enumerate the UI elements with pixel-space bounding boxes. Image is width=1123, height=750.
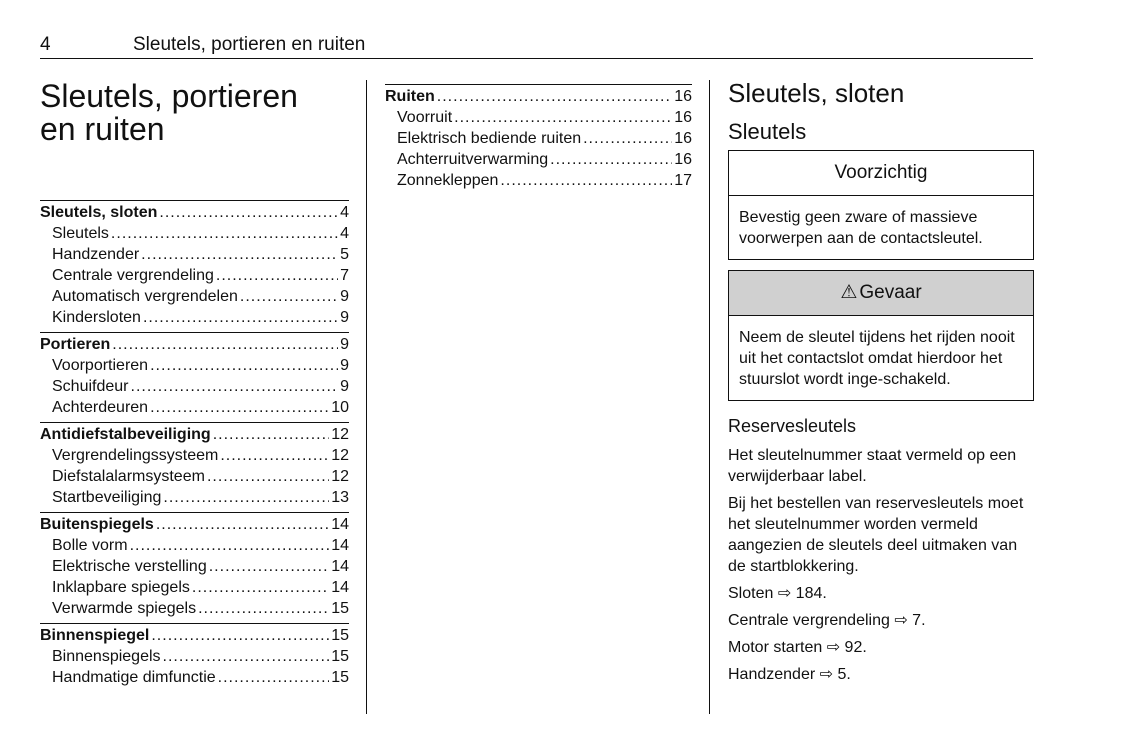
toc-subentry[interactable] [40, 577, 349, 598]
toc-leader-dots [159, 202, 338, 223]
toc-subentry[interactable] [40, 223, 349, 244]
toc-page-number: 17 [674, 172, 692, 189]
toc-entry-label: Handmatige dimfunctie [52, 669, 216, 686]
toc-page-number: 14 [331, 537, 349, 554]
toc-group [385, 84, 692, 191]
toc-page-number: 9 [340, 378, 349, 395]
toc-page-number: 16 [674, 88, 692, 105]
toc-page-number: 14 [331, 558, 349, 575]
toc-leader-dots [213, 424, 330, 445]
toc-subentry[interactable] [40, 445, 349, 466]
toc-subentry[interactable] [385, 149, 692, 170]
toc-leader-dots [156, 514, 329, 535]
toc-subentry[interactable] [40, 286, 349, 307]
warning-triangle-icon: ⚠ [840, 282, 858, 303]
toc-leader-dots [218, 667, 330, 688]
toc-chapter-entry[interactable] [40, 202, 349, 223]
page-number: 4 [40, 34, 51, 55]
toc-page-number: 12 [331, 468, 349, 485]
toc-entry-label: Elektrisch bediende ruiten [397, 130, 582, 147]
toc-entry-label: Portieren [40, 336, 111, 353]
toc-entry-label: Binnenspiegels [52, 648, 161, 665]
toc-page-number: 12 [331, 447, 349, 464]
toc-page-number: 9 [340, 288, 349, 305]
toc-subentry[interactable] [40, 487, 349, 508]
toc-subentry[interactable] [40, 598, 349, 619]
toc-page-number: 15 [331, 669, 349, 686]
toc-entry-label: Sleutels, sloten [40, 204, 158, 221]
toc-leader-dots [550, 149, 672, 170]
toc-subentry[interactable] [40, 376, 349, 397]
toc-group [40, 332, 349, 418]
chapter-title-line: Sleutels, portieren [40, 78, 298, 114]
toc-page-number: 9 [340, 336, 349, 353]
toc-page-number: 15 [331, 627, 349, 644]
toc-subentry[interactable] [40, 667, 349, 688]
table-of-contents-middle [385, 84, 692, 195]
running-header [40, 34, 1033, 59]
cross-references [728, 583, 1034, 685]
toc-leader-dots [220, 445, 329, 466]
toc-entry-label: Sleutels [52, 225, 109, 242]
toc-page-number: 4 [340, 204, 349, 221]
toc-subentry[interactable] [385, 107, 692, 128]
toc-entry-label: Ruiten [385, 88, 435, 105]
toc-entry-label: Achterdeuren [52, 399, 149, 416]
toc-entry-label: Kindersloten [52, 309, 141, 326]
toc-group [40, 623, 349, 688]
chapter-title [40, 80, 340, 146]
caution-title: Voorzichtig [729, 151, 1033, 196]
caution-box [728, 150, 1034, 260]
danger-header [729, 271, 1033, 316]
toc-entry-label: Inklapbare spiegels [52, 579, 190, 596]
paragraph: Bij het bestellen van reservesleutels moet het sleutelnummer worden vermeld aangezien de sleutels deel uitmaken van de startblokkering. [728, 495, 1024, 575]
toc-leader-dots [583, 128, 672, 149]
danger-text: Neem de sleutel tijdens het rijden nooit uit het contactslot omdat hierdoor het stuurslot wordt inge-schakeld. [739, 329, 1015, 388]
cross-reference-link[interactable]: Sloten ⇨ 184. [728, 585, 827, 602]
toc-subentry[interactable] [40, 307, 349, 328]
toc-subentry[interactable] [40, 556, 349, 577]
toc-entry-label: Handzender [52, 246, 140, 263]
toc-page-number: 15 [331, 600, 349, 617]
toc-leader-dots [192, 577, 329, 598]
subsection-title: Sleutels [728, 119, 807, 144]
toc-page-number: 13 [331, 489, 349, 506]
toc-leader-dots [111, 223, 338, 244]
paragraph: Het sleutelnummer staat vermeld op een verwijderbaar label. [728, 447, 1017, 485]
toc-page-number: 16 [674, 151, 692, 168]
cross-reference-link[interactable]: Handzender ⇨ 5. [728, 666, 851, 683]
toc-subentry[interactable] [40, 535, 349, 556]
toc-leader-dots [143, 307, 338, 328]
caution-text: Bevestig geen zware of massieve voorwerpen aan de contactsleutel. [739, 209, 983, 247]
toc-page-number: 15 [331, 648, 349, 665]
table-of-contents-left [40, 200, 349, 692]
toc-leader-dots [150, 397, 329, 418]
toc-leader-dots [163, 487, 329, 508]
toc-subentry[interactable] [40, 466, 349, 487]
toc-chapter-entry[interactable] [40, 334, 349, 355]
toc-entry-label: Schuifdeur [52, 378, 129, 395]
toc-entry-label: Zonnekleppen [397, 172, 499, 189]
toc-page-number: 4 [340, 225, 349, 242]
toc-group [40, 200, 349, 328]
toc-leader-dots [500, 170, 672, 191]
toc-entry-label: Binnenspiegel [40, 627, 150, 644]
toc-page-number: 16 [674, 109, 692, 126]
toc-entry-label: Diefstalalarmsysteem [52, 468, 205, 485]
toc-leader-dots [437, 86, 672, 107]
toc-subentry[interactable] [40, 244, 349, 265]
running-header-title: Sleutels, portieren en ruiten [133, 34, 366, 55]
content-column [728, 76, 1034, 691]
chapter-title-line: en ruiten [40, 111, 165, 147]
toc-chapter-entry[interactable] [40, 424, 349, 445]
cross-reference-link[interactable]: Centrale vergrendeling ⇨ 7. [728, 612, 926, 629]
danger-box [728, 270, 1034, 401]
toc-entry-label: Startbeveiliging [52, 489, 162, 506]
toc-leader-dots [216, 265, 338, 286]
toc-chapter-entry[interactable] [40, 625, 349, 646]
toc-leader-dots [150, 355, 338, 376]
toc-leader-dots [141, 244, 338, 265]
toc-leader-dots [209, 556, 329, 577]
toc-chapter-entry[interactable] [385, 86, 692, 107]
toc-leader-dots [207, 466, 329, 487]
spare-keys-heading: Reservesleutels [728, 416, 857, 436]
toc-leader-dots [240, 286, 338, 307]
toc-leader-dots [198, 598, 329, 619]
toc-subentry[interactable] [40, 397, 349, 418]
toc-entry-label: Antidiefstalbeveiliging [40, 426, 211, 443]
toc-leader-dots [131, 376, 339, 397]
toc-page-number: 5 [340, 246, 349, 263]
column-divider-right [709, 80, 710, 714]
toc-subentry[interactable] [40, 355, 349, 376]
toc-page-number: 7 [340, 267, 349, 284]
danger-title: Gevaar [859, 282, 922, 303]
toc-subentry[interactable] [40, 646, 349, 667]
toc-entry-label: Elektrische verstelling [52, 558, 207, 575]
toc-group [40, 512, 349, 619]
toc-entry-label: Buitenspiegels [40, 516, 154, 533]
toc-entry-label: Voorruit [397, 109, 453, 126]
toc-chapter-entry[interactable] [40, 514, 349, 535]
toc-entry-label: Bolle vorm [52, 537, 128, 554]
toc-entry-label: Achterruitverwarming [397, 151, 549, 168]
toc-entry-label: Automatisch vergrendelen [52, 288, 238, 305]
toc-page-number: 10 [331, 399, 349, 416]
toc-page-number: 14 [331, 579, 349, 596]
toc-subentry[interactable] [385, 128, 692, 149]
cross-reference-link[interactable]: Motor starten ⇨ 92. [728, 639, 867, 656]
toc-page-number: 16 [674, 130, 692, 147]
toc-leader-dots [151, 625, 329, 646]
toc-leader-dots [130, 535, 330, 556]
toc-page-number: 9 [340, 357, 349, 374]
column-divider-left [366, 80, 367, 714]
toc-page-number: 12 [331, 426, 349, 443]
toc-page-number: 14 [331, 516, 349, 533]
toc-subentry[interactable] [40, 265, 349, 286]
section-title: Sleutels, sloten [728, 78, 905, 108]
toc-entry-label: Voorportieren [52, 357, 149, 374]
toc-entry-label: Vergrendelingssysteem [52, 447, 219, 464]
toc-subentry[interactable] [385, 170, 692, 191]
toc-leader-dots [112, 334, 338, 355]
toc-leader-dots [454, 107, 672, 128]
toc-entry-label: Centrale vergrendeling [52, 267, 214, 284]
toc-entry-label: Verwarmde spiegels [52, 600, 197, 617]
toc-page-number: 9 [340, 309, 349, 326]
toc-leader-dots [163, 646, 330, 667]
toc-group [40, 422, 349, 508]
